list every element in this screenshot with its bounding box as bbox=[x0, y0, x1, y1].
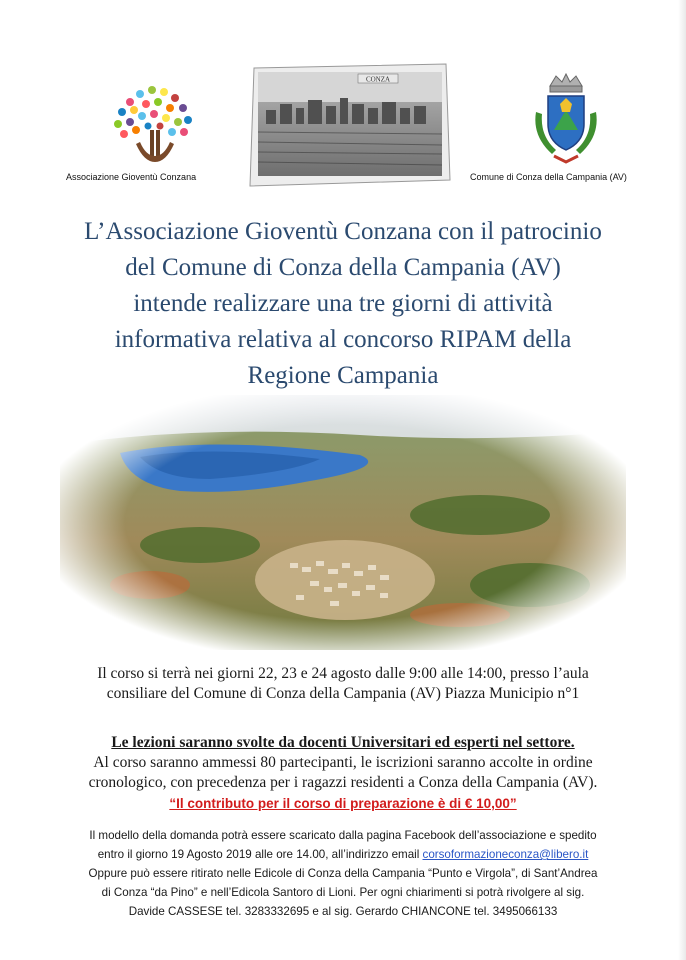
info-line: Il corso si terrà nei giorni 22, 23 e 24 agosto dalle 9:00 alle 14:00, presso l’aula bbox=[97, 665, 589, 682]
footer-line: Il modello della domanda potrà essere scaricato dalla pagina Facebook dell’associazione e spedito bbox=[89, 829, 597, 842]
title-line: del Comune di Conza della Campania (AV) bbox=[125, 254, 561, 281]
title-line: informativa relativa al concorso RIPAM della bbox=[114, 326, 572, 353]
lessons-line: Al corso saranno ammessi 80 partecipanti, le iscrizioni saranno accolte in ordine bbox=[93, 754, 593, 771]
footer-line bbox=[14, 845, 672, 864]
fee-notice: “Il contributo per il corso di preparazione è di € 10,00” bbox=[169, 796, 517, 811]
title-line: Regione Campania bbox=[247, 362, 439, 389]
lessons-section bbox=[20, 733, 666, 814]
aerial-landscape-photo bbox=[60, 395, 626, 650]
title-line: intende realizzare una tre giorni di attività bbox=[133, 290, 553, 317]
flyer-title bbox=[30, 214, 656, 394]
email-link[interactable]: corsoformazioneconza@libero.it bbox=[422, 848, 589, 861]
lessons-line: cronologico, con precedenza per i ragazzi residenti a Conza della Campania (AV). bbox=[88, 774, 598, 791]
page-edge-shadow bbox=[678, 0, 686, 960]
footer-line-prefix: entro il giorno 19 Agosto 2019 alle ore 14.00, all’indirizzo email bbox=[97, 848, 423, 861]
municipality-crest-icon bbox=[526, 72, 606, 168]
municipality-name-label: Comune di Conza della Campania (AV) bbox=[470, 172, 627, 182]
association-tree-logo-icon bbox=[100, 82, 210, 168]
footer-line: di Conza “da Pino” e nell’Edicola Santoro di Lioni. Per ogni chiarimenti si potrà rivolgere al sig. bbox=[101, 886, 585, 899]
footer-line: Oppure può essere ritirato nelle Edicole di Conza della Campania “Punto e Virgola”, di Sant’Andrea bbox=[88, 867, 598, 880]
info-line: consiliare del Comune di Conza della Campania (AV) Piazza Municipio n°1 bbox=[106, 685, 580, 702]
lessons-heading: Le lezioni saranno svolte da docenti Universitari ed esperti nel settore. bbox=[111, 734, 575, 751]
conza-engraving-image bbox=[246, 62, 452, 188]
engraving-caption: CONZA bbox=[365, 75, 391, 84]
course-schedule-text bbox=[20, 664, 666, 704]
footer-line: Davide CASSESE tel. 3283332695 e al sig. Gerardo CHIANCONE tel. 3495066133 bbox=[128, 905, 558, 918]
title-line: L’Associazione Gioventù Conzana con il patrocinio bbox=[84, 218, 602, 245]
application-instructions bbox=[14, 826, 672, 921]
association-name-label: Associazione Gioventù Conzana bbox=[66, 172, 197, 182]
